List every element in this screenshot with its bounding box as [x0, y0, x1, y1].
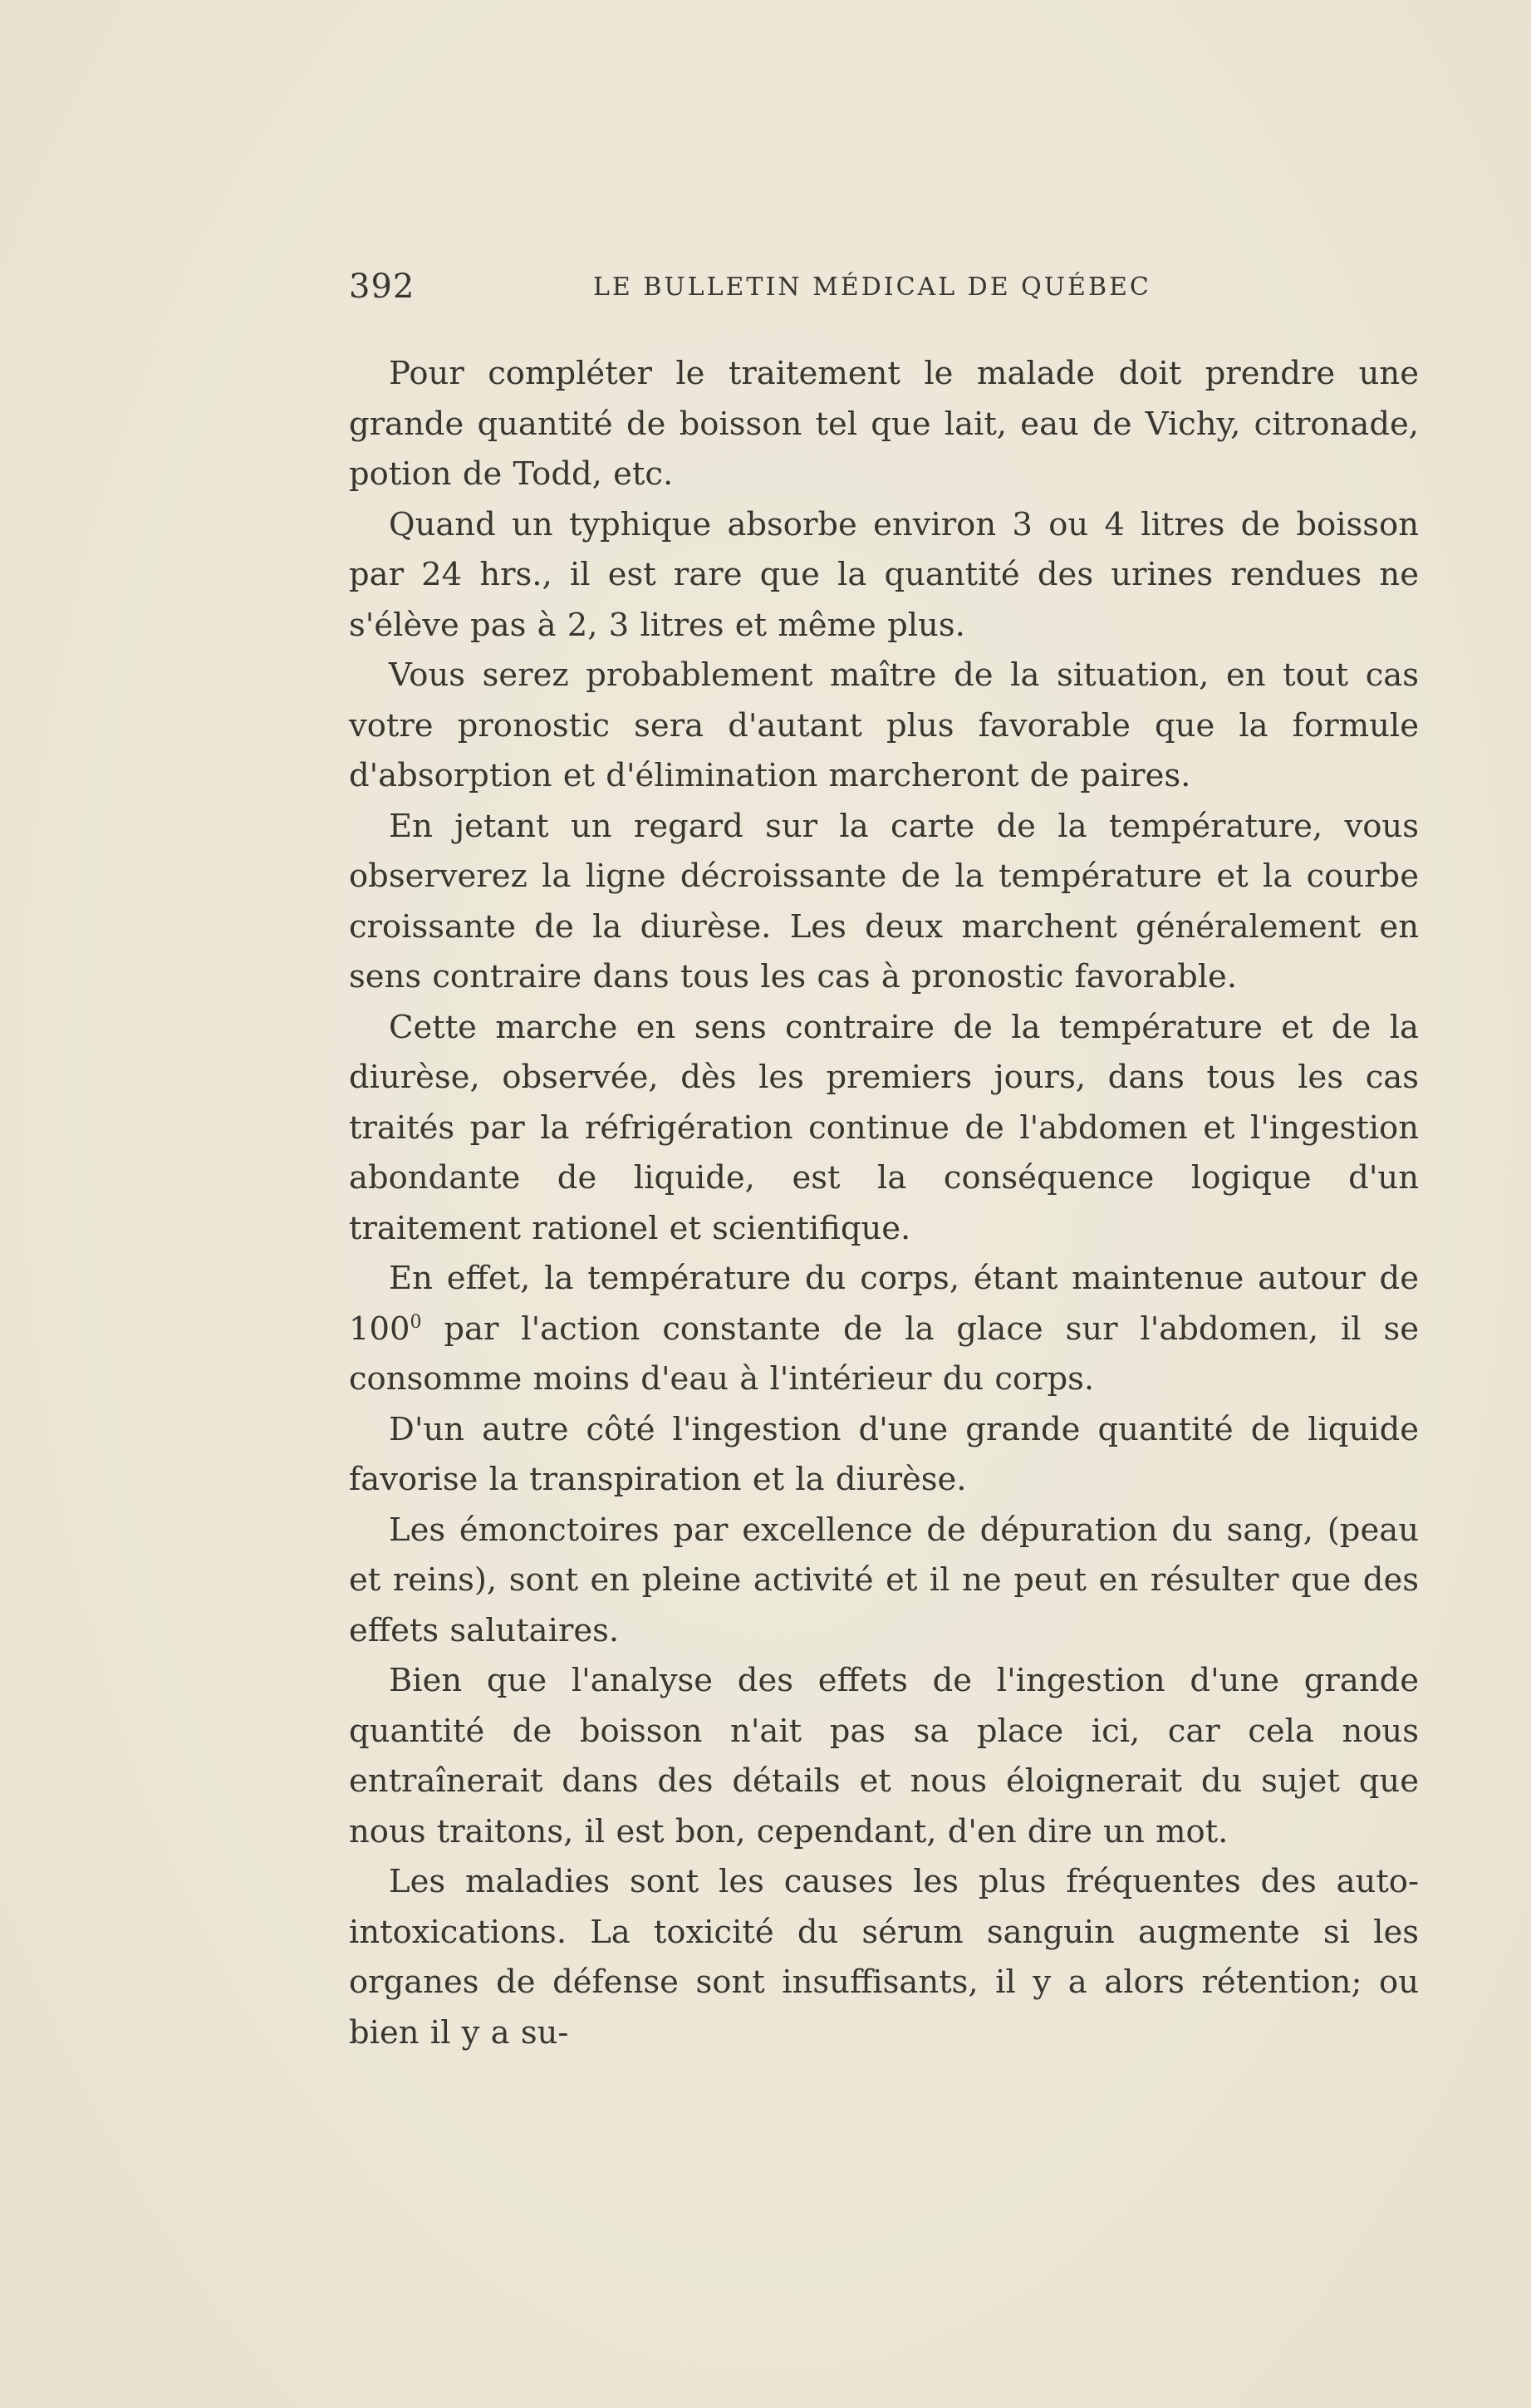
paragraph-text: par l'action constante de la glace sur l'abdomen, il se consomme moins d'eau à l'intérieur du corps. — [349, 1310, 1419, 1398]
paragraph: Quand un typhique absorbe environ 3 ou 4 litres de boisson par 24 hrs., il est rare que la quantité des urines rendues ne s'élève pas à 2, 3 litres et même plus. — [349, 505, 1419, 644]
page-number: 392 — [349, 268, 415, 306]
paragraph: En jetant un regard sur la carte de la température, vous observerez la ligne décroissante de la température et la courbe croissante de la diurèse. Les deux marchent généralement en sens contraire dans tous les cas à pronostic favorable. — [349, 807, 1419, 995]
degree-superscript: 0 — [410, 1311, 422, 1333]
paragraph: Les maladies sont les causes les plus fréquentes des auto-intoxications. La toxicité du sérum sanguin augmente si les organes de défense sont insuffisants, il y a alors rétention; ou bien il y a su- — [349, 1863, 1419, 2052]
paragraph: Pour compléter le traitement le malade doit prendre une grande quantité de boisson tel que lait, eau de Vichy, citronade, potion de Todd, etc. — [349, 355, 1419, 493]
paragraph — [349, 1254, 1419, 1405]
paragraph: Bien que l'analyse des effets de l'ingestion d'une grande quantité de boisson n'ait pas sa place ici, car cela nous entraînerait dans des détails et nous éloignerait du sujet que nous traitons, il est bon, cependant, d'en dire un mot. — [349, 1662, 1419, 1850]
paragraph: Cette marche en sens contraire de la température et de la diurèse, observée, dès les premiers jours, dans tous les cas traités par la réfrigération continue de l'abdomen et l'ingestion abondante de liquide, est la conséquence logique d'un traitement rationel et scientifique. — [349, 1008, 1419, 1247]
paragraph: D'un autre côté l'ingestion d'une grande quantité de liquide favorise la transpiration et la diurèse. — [349, 1410, 1419, 1498]
body-text — [349, 349, 1419, 2058]
running-title: LE BULLETIN MÉDICAL DE QUÉBEC — [593, 273, 1151, 302]
paragraph: Vous serez probablement maître de la situation, en tout cas votre pronostic sera d'autant plus favorable que la formule d'absorption et d'élimination marcheront de paires. — [349, 656, 1419, 794]
paragraph: Les émonctoires par excellence de dépuration du sang, (peau et reins), sont en pleine activité et il ne peut en résulter que des effets salutaires. — [349, 1511, 1419, 1649]
paragraph-text: En effet, la température du corps, étant maintenue autour de 100 — [349, 1260, 1419, 1348]
page-header — [349, 268, 1188, 317]
